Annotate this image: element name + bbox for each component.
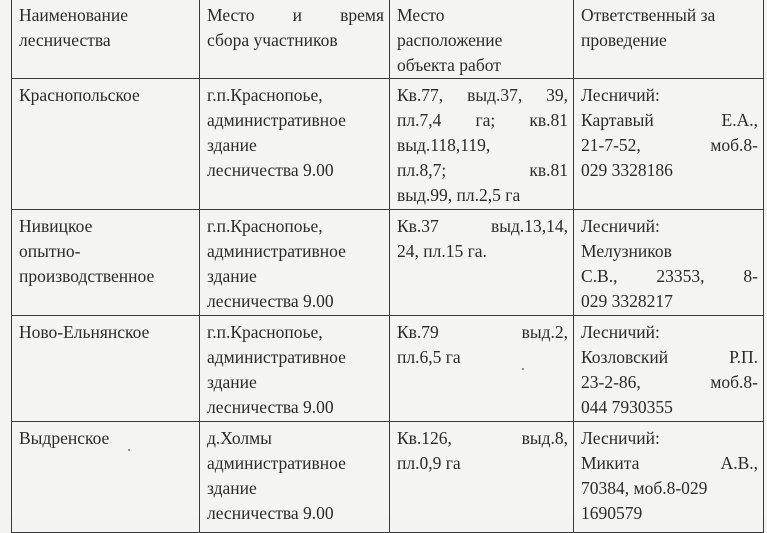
work-location-cell <box>390 316 574 422</box>
header-row <box>12 0 764 79</box>
cell-word: 23353, <box>656 266 705 286</box>
header-meeting-place <box>200 0 390 79</box>
cell-text-line <box>397 426 568 451</box>
header-forestry-name <box>12 0 200 79</box>
cell-word: кв.81 <box>529 110 568 130</box>
cell-word: А.В., <box>720 453 758 473</box>
cell-text-line: производственное <box>19 266 155 286</box>
cell-text-line <box>397 320 568 345</box>
cell-text-line <box>581 451 758 476</box>
cell-text-line: Нивицкое <box>19 216 93 236</box>
work-location-cell <box>390 210 574 316</box>
header-responsible <box>574 0 764 79</box>
meeting-place-cell <box>200 79 390 210</box>
cell-text-line <box>397 108 568 133</box>
responsible-cell <box>574 79 764 210</box>
cell-word: 8- <box>743 266 758 286</box>
cell-text-line: Выдренское <box>19 428 110 448</box>
table-row <box>12 316 764 422</box>
cell-text-line: лесничества 9.00 <box>207 397 334 417</box>
cell-word: Кв.77, <box>397 85 444 105</box>
table-row <box>12 422 764 533</box>
meeting-place-cell <box>200 210 390 316</box>
cell-word: выд.2, <box>521 322 568 342</box>
forestry-name-cell <box>12 422 200 533</box>
cell-text-line: выд.118,119, <box>397 135 491 155</box>
cell-text-line <box>581 133 758 158</box>
cell-text-line <box>581 264 758 289</box>
cell-text-line: Краснопольское <box>19 85 140 105</box>
cell-text-line: г.п.Краснопоье, <box>207 216 323 236</box>
cell-word: Микита <box>581 453 640 473</box>
header-work-location <box>390 0 574 79</box>
header-text-line: Ответственный за <box>581 5 716 25</box>
responsible-cell <box>574 316 764 422</box>
work-location-cell <box>390 422 574 533</box>
cell-text-line <box>581 108 758 133</box>
cell-text-line: пл.0,9 га <box>397 453 461 473</box>
cell-text-line <box>581 345 758 370</box>
cell-text-line: Лесничий: <box>581 216 660 236</box>
header-word: и <box>292 5 302 25</box>
cell-text-line: здание <box>207 478 257 498</box>
cell-word: 39, <box>546 85 568 105</box>
cell-word: Картавый <box>581 110 654 130</box>
cell-text-line: административное <box>207 110 346 130</box>
cell-word: Е.А., <box>721 110 758 130</box>
table-row <box>12 79 764 210</box>
cell-text-line: 029 3328217 <box>581 291 673 311</box>
cell-word: 23-2-86, <box>581 372 641 392</box>
cell-text-line: здание <box>207 372 257 392</box>
cell-text-line <box>397 83 568 108</box>
cell-text-line: лесничества 9.00 <box>207 160 334 180</box>
cell-word: моб.8- <box>710 372 758 392</box>
scan-speck <box>128 449 130 451</box>
cell-text-line: административное <box>207 241 346 261</box>
cell-text-line: лесничества 9.00 <box>207 291 334 311</box>
cell-word: Кв.79 <box>397 322 439 342</box>
cell-word: С.В., <box>581 266 618 286</box>
meeting-place-cell <box>200 422 390 533</box>
cell-text-line: Мелузников <box>581 241 672 261</box>
header-word: время <box>340 5 384 25</box>
cell-text-line: опытно- <box>19 241 81 261</box>
scan-speck <box>522 368 524 370</box>
cell-text-line: 044 7930355 <box>581 397 673 417</box>
forestry-schedule-table <box>11 0 764 533</box>
meeting-place-cell <box>200 316 390 422</box>
cell-word: кв.81 <box>529 160 568 180</box>
forestry-name-cell <box>12 210 200 316</box>
cell-word: Козловский <box>581 347 669 367</box>
cell-word: моб.8- <box>710 135 758 155</box>
cell-word: Кв.37 <box>397 216 439 236</box>
header-text-line: расположение <box>397 30 503 50</box>
cell-text-line: Лесничий: <box>581 85 660 105</box>
header-text-line: сбора участников <box>207 30 338 50</box>
cell-text-line: здание <box>207 135 257 155</box>
cell-text-line: 1690579 <box>581 503 643 523</box>
table-row <box>12 210 764 316</box>
cell-text-line: г.п.Краснопоье, <box>207 85 323 105</box>
cell-word: га; <box>475 110 496 130</box>
responsible-cell <box>574 210 764 316</box>
cell-text-line: 029 3328186 <box>581 160 673 180</box>
forestry-name-cell <box>12 316 200 422</box>
cell-text-line: 24, пл.15 га. <box>397 241 487 261</box>
cell-word: пл.8,7; <box>397 160 447 180</box>
cell-word: выд.37, <box>467 85 523 105</box>
cell-word: пл.7,4 <box>397 110 442 130</box>
cell-text-line: Ново-Ельнянское <box>19 322 150 342</box>
cell-text-line: д.Холмы <box>207 428 272 448</box>
forestry-name-cell <box>12 79 200 210</box>
cell-word: Р.П. <box>729 347 758 367</box>
cell-text-line <box>581 370 758 395</box>
cell-text-line: выд.99, пл.2,5 га <box>397 185 521 205</box>
header-text-line: лесничества <box>19 30 111 50</box>
cell-word: выд.8, <box>521 428 568 448</box>
work-location-cell <box>390 79 574 210</box>
cell-text-line: здание <box>207 266 257 286</box>
header-text-line: проведение <box>581 30 667 50</box>
cell-text-line <box>397 214 568 239</box>
cell-text-line: г.п.Краснопоье, <box>207 322 323 342</box>
header-word: Место <box>207 5 255 25</box>
cell-text-line: административное <box>207 453 346 473</box>
header-text-line: Наименование <box>19 5 129 25</box>
header-text-line: объекта работ <box>397 55 501 75</box>
cell-word: выд.13,14, <box>490 216 568 236</box>
cell-text-line: Лесничий: <box>581 322 660 342</box>
cell-text-line: пл.6,5 га <box>397 347 461 367</box>
header-text-line: Место <box>397 5 445 25</box>
cell-text-line <box>397 158 568 183</box>
header-text-line <box>207 3 384 28</box>
cell-text-line: лесничества 9.00 <box>207 503 334 523</box>
cell-text-line: 70384, моб.8-029 <box>581 478 708 498</box>
cell-word: Кв.126, <box>397 428 452 448</box>
cell-text-line: административное <box>207 347 346 367</box>
responsible-cell <box>574 422 764 533</box>
cell-word: 21-7-52, <box>581 135 641 155</box>
cell-text-line: Лесничий: <box>581 428 660 448</box>
